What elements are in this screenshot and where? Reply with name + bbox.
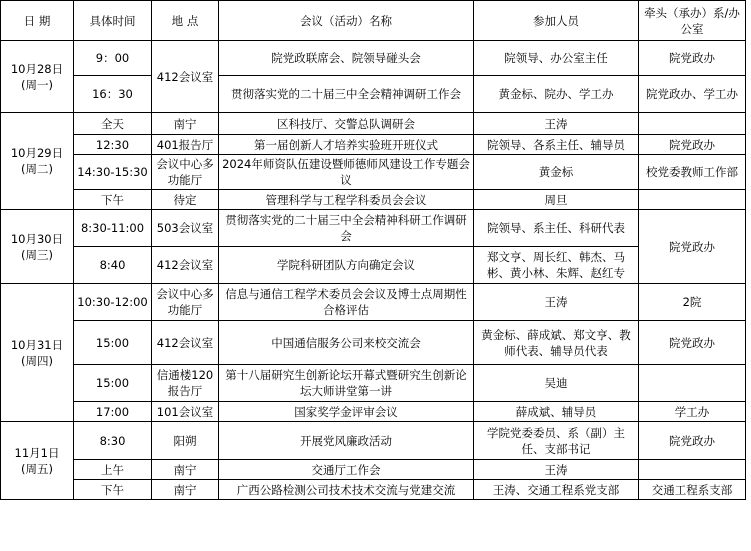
weekday-text: (周三) [21, 247, 53, 262]
header-attendees: 参加人员 [474, 1, 639, 41]
attendees-cell: 院领导、办公室主任 [474, 41, 639, 76]
time-cell: 14:30-15:30 [74, 155, 152, 190]
attendees-cell: 王涛、交通工程系党支部 [474, 480, 639, 500]
header-place: 地 点 [152, 1, 219, 41]
time-cell: 15:00 [74, 365, 152, 402]
table-row [1, 321, 746, 365]
attendees-cell: 院领导、系主任、科研代表 [474, 210, 639, 247]
attendees-cell: 王涛 [474, 460, 639, 480]
attendees-cell: 郑文亨、周长红、韩杰、马彬、黄小林、朱辉、赵红专 [474, 247, 639, 284]
table-row [1, 480, 746, 500]
place-cell: 412会议室 [152, 321, 219, 365]
organizer-cell [639, 365, 746, 402]
date-cell [1, 41, 74, 113]
time-cell: 16：30 [74, 76, 152, 113]
place-cell: 401报告厅 [152, 135, 219, 155]
attendees-cell: 王涛 [474, 284, 639, 321]
date-cell [1, 422, 74, 500]
header-time: 具体时间 [74, 1, 152, 41]
table-row [1, 155, 746, 190]
meeting-name-cell: 第十八届研究生创新论坛开幕式暨研究生创新论坛大师讲堂第一讲 [219, 365, 474, 402]
header-date: 日 期 [1, 1, 74, 41]
place-cell: 待定 [152, 190, 219, 210]
header-row [1, 1, 746, 41]
time-cell: 8:30-11:00 [74, 210, 152, 247]
organizer-cell: 院党政办、学工办 [639, 76, 746, 113]
attendees-cell: 吴迪 [474, 365, 639, 402]
organizer-cell: 学工办 [639, 402, 746, 422]
meeting-name-cell: 中国通信服务公司来校交流会 [219, 321, 474, 365]
time-cell: 下午 [74, 190, 152, 210]
table-row [1, 247, 746, 284]
attendees-cell: 院领导、各系主任、辅导员 [474, 135, 639, 155]
organizer-cell: 2院 [639, 284, 746, 321]
place-cell: 南宁 [152, 113, 219, 135]
meeting-name-cell: 交通厅工作会 [219, 460, 474, 480]
place-cell: 会议中心多功能厅 [152, 284, 219, 321]
organizer-cell [639, 113, 746, 135]
place-cell: 南宁 [152, 460, 219, 480]
table-row [1, 113, 746, 135]
place-cell: 会议中心多功能厅 [152, 155, 219, 190]
organizer-cell: 院党政办 [639, 41, 746, 76]
organizer-cell: 院党政办 [639, 135, 746, 155]
organizer-cell: 院党政办 [639, 422, 746, 460]
weekday-text: (周四) [21, 353, 53, 368]
attendees-cell: 黄金标、院办、学工办 [474, 76, 639, 113]
attendees-cell: 学院党委委员、系（副）主任、支部书记 [474, 422, 639, 460]
table-row [1, 76, 746, 113]
organizer-cell [639, 460, 746, 480]
table-row [1, 460, 746, 480]
time-cell: 8:40 [74, 247, 152, 284]
table-row [1, 190, 746, 210]
meeting-name-cell: 国家奖学金评审会议 [219, 402, 474, 422]
time-cell: 10:30-12:00 [74, 284, 152, 321]
place-cell: 阳朔 [152, 422, 219, 460]
table-row [1, 284, 746, 321]
date-text: 10月31日 [10, 337, 64, 352]
attendees-cell: 薛成斌、辅导员 [474, 402, 639, 422]
meeting-name-cell: 第一届创新人才培养实验班开班仪式 [219, 135, 474, 155]
attendees-cell: 王涛 [474, 113, 639, 135]
attendees-cell: 周旦 [474, 190, 639, 210]
attendees-cell: 黄金标 [474, 155, 639, 190]
table-row [1, 210, 746, 247]
place-cell: 503会议室 [152, 210, 219, 247]
time-cell: 15:00 [74, 321, 152, 365]
place-cell: 101会议室 [152, 402, 219, 422]
time-cell: 17:00 [74, 402, 152, 422]
place-cell: 412会议室 [152, 41, 219, 113]
time-cell: 上午 [74, 460, 152, 480]
table-row [1, 135, 746, 155]
meeting-name-cell: 2024年师资队伍建设暨师德师风建设工作专题会议 [219, 155, 474, 190]
table-row [1, 422, 746, 460]
header-organizer: 牵头（承办）系/办公室 [639, 1, 746, 41]
meeting-name-cell: 信息与通信工程学术委员会会议及博士点周期性合格评估 [219, 284, 474, 321]
place-cell: 南宁 [152, 480, 219, 500]
organizer-cell: 校党委教师工作部 [639, 155, 746, 190]
attendees-cell: 黄金标、薛成斌、郑文亨、教师代表、辅导员代表 [474, 321, 639, 365]
date-cell [1, 284, 74, 422]
organizer-cell: 院党政办 [639, 321, 746, 365]
time-cell: 9：00 [74, 41, 152, 76]
weekday-text: (周五) [21, 461, 53, 476]
organizer-cell: 交通工程系支部 [639, 480, 746, 500]
meeting-name-cell: 管理科学与工程学科委员会会议 [219, 190, 474, 210]
date-text: 11月1日 [14, 445, 60, 460]
date-text: 10月29日 [10, 146, 64, 160]
meeting-name-cell: 学院科研团队方向确定会议 [219, 247, 474, 284]
weekday-text: (周二) [21, 162, 53, 176]
meeting-name-cell: 贯彻落实党的二十届三中全会精神调研工作会 [219, 76, 474, 113]
date-text: 10月30日 [10, 231, 64, 246]
date-cell [1, 210, 74, 284]
meeting-name-cell: 院党政联席会、院领导碰头会 [219, 41, 474, 76]
time-cell: 12:30 [74, 135, 152, 155]
meeting-name-cell: 贯彻落实党的二十届三中全会精神科研工作调研会 [219, 210, 474, 247]
weekday-text: (周一) [21, 77, 53, 92]
table-row [1, 41, 746, 76]
organizer-cell [639, 190, 746, 210]
place-cell: 412会议室 [152, 247, 219, 284]
meeting-name-cell: 广西公路检测公司技术技术交流与党建交流 [219, 480, 474, 500]
place-cell: 信通楼120报告厅 [152, 365, 219, 402]
time-cell: 8:30 [74, 422, 152, 460]
organizer-cell: 院党政办 [639, 210, 746, 284]
table-row [1, 365, 746, 402]
meeting-name-cell: 区科技厅、交警总队调研会 [219, 113, 474, 135]
date-cell [1, 113, 74, 210]
time-cell: 全天 [74, 113, 152, 135]
date-text: 10月28日 [10, 61, 64, 76]
meeting-name-cell: 开展党风廉政活动 [219, 422, 474, 460]
time-cell: 下午 [74, 480, 152, 500]
table-row [1, 402, 746, 422]
header-name: 会议（活动）名称 [219, 1, 474, 41]
